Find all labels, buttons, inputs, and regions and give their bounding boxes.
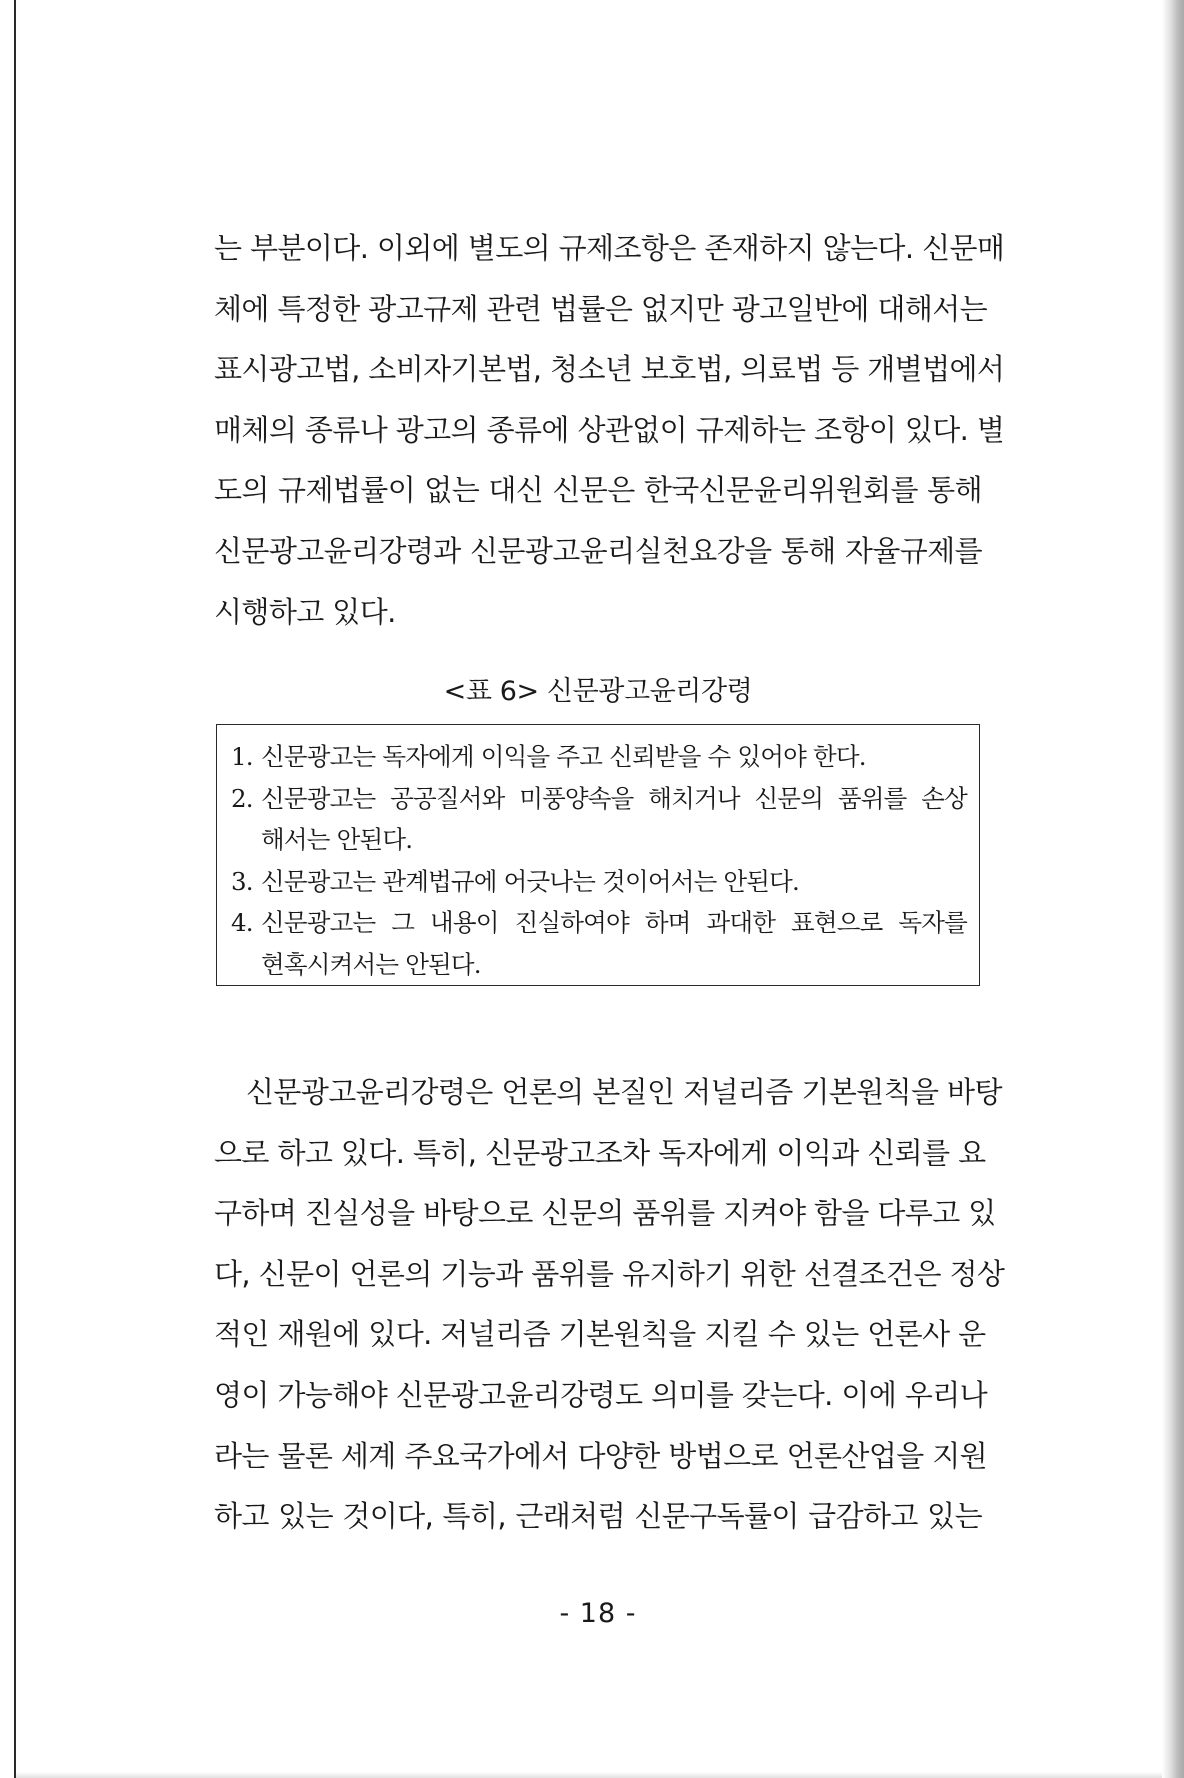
paragraph-line: 도의 규제법률이 없는 대신 신문은 한국신문윤리위원회를 통해 — [214, 473, 982, 508]
table-caption: <표 6> 신문광고윤리강령 — [443, 676, 753, 707]
page-right-shadow — [1162, 0, 1184, 1778]
paragraph-line: 하고 있는 것이다, 특히, 근래처럼 신문구독률이 급감하고 있는 — [214, 1499, 982, 1534]
rule-text — [261, 778, 967, 861]
paragraph-line: 구하며 진실성을 바탕으로 신문의 품위를 지켜야 함을 다루고 있 — [214, 1196, 996, 1231]
page-bottom-shade — [16, 1772, 1162, 1778]
body-paragraph-2 — [214, 1062, 1005, 1547]
rule-line: 신문광고는 그 내용이 진실하여야 하며 과대한 표현으로 독자를 — [261, 908, 967, 937]
paragraph-line: 영이 가능해야 신문광고윤리강령도 의미를 갖는다. 이에 우리나 — [214, 1377, 988, 1412]
rule-line: 현혹시켜서는 안된다. — [261, 949, 481, 979]
paragraph-line: 시행하고 있다. — [214, 594, 396, 629]
ethics-code-box — [216, 724, 980, 986]
page-number: - 18 - — [559, 1598, 637, 1629]
paragraph-line: 라는 물론 세계 주요국가에서 다양한 방법으로 언론산업을 지원 — [214, 1438, 988, 1473]
rule-number: 4. — [231, 908, 253, 937]
rule-number: 2. — [231, 783, 253, 813]
paragraph-line: 다, 신문이 언론의 기능과 품위를 유지하기 위한 선결조건은 정상 — [214, 1256, 1005, 1291]
body-paragraph-1 — [214, 218, 1005, 642]
page-left-border — [14, 0, 16, 1778]
rule-line: 신문광고는 독자에게 이익을 주고 신뢰받을 수 있어야 한다. — [261, 742, 866, 771]
paragraph-line: 매체의 종류나 광고의 종류에 상관없이 규제하는 조항이 있다. 별 — [214, 412, 1005, 447]
paragraph-line: 체에 특정한 광고규제 관련 법률은 없지만 광고일반에 대해서는 — [214, 291, 988, 326]
paragraph-line: 신문광고윤리강령과 신문광고윤리실천요강을 통해 자율규제를 — [214, 533, 982, 568]
rule-item-2 — [231, 778, 967, 861]
rule-text — [261, 861, 967, 903]
rule-line: 신문광고는 관계법규에 어긋나는 것이어서는 안된다. — [261, 866, 800, 896]
rule-item-1 — [231, 736, 967, 778]
rule-number: 1. — [231, 742, 253, 771]
paragraph-line: 는 부분이다. 이외에 별도의 규제조항은 존재하지 않는다. 신문매 — [214, 231, 1005, 265]
paragraph-line: 표시광고법, 소비자기본법, 청소년 보호법, 의료법 등 개별법에서 — [214, 352, 1005, 387]
rule-text — [261, 902, 967, 985]
rule-item-4 — [231, 902, 967, 985]
paragraph-line: 으로 하고 있다. 특히, 신문광고조차 독자에게 이익과 신뢰를 요 — [214, 1135, 986, 1170]
rule-number: 3. — [231, 866, 253, 896]
paragraph-line: 신문광고윤리강령은 언론의 본질인 저널리즘 기본원칙을 바탕 — [246, 1075, 1002, 1109]
paragraph-line: 적인 재원에 있다. 저널리즘 기본원칙을 지킬 수 있는 언론사 운 — [214, 1317, 986, 1352]
rule-text — [261, 736, 967, 778]
rule-item-3 — [231, 861, 967, 903]
rule-line: 해서는 안된다. — [261, 825, 413, 854]
rule-line: 신문광고는 공공질서와 미풍양속을 해치거나 신문의 품위를 손상 — [261, 783, 967, 813]
